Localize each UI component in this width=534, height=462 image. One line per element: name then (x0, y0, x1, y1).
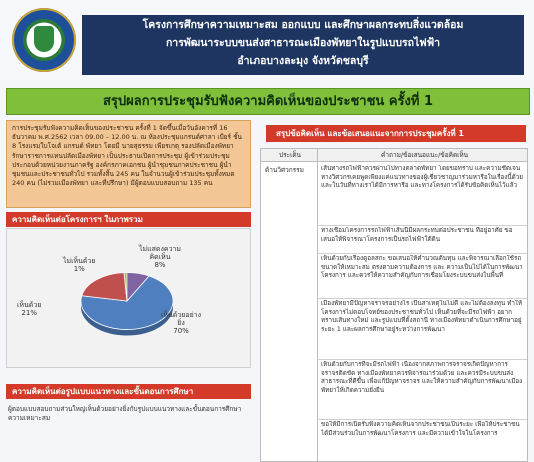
pie-section-title: ความคิดเห็นต่อโครงการฯ ในภาพรวม (6, 212, 251, 227)
pie-chart-box (6, 228, 251, 368)
row-divider (317, 253, 528, 254)
comment-row: ขอให้มีการเปิดรับฟังความคิดเห็นจากประชาชนเป็นระยะ เพื่อให้ประชาชนได้มีส่วนร่วมในการพัฒนาโครงการ และมีความเข้าใจในโครงการ (321, 421, 520, 437)
opinion-section-title: ความคิดเห็นต่อรูปแบบแนวทางและขั้นตอนการศึกษา (6, 384, 251, 399)
comment-row: เส้นทางรถไฟฟ้าควรผ่านไปทางตลาดพัทยา โดยขอทราบ และความชัดเจน ทางวิศวกรเคยพูดเพียงแค่แนวทางของผู้เชี่ยวชาญมาร่วมหารือในเรื่องนี้ด้วย และในวันที่ทางเราได้มีการหารือ และทางโครงการได้รับข้อคิดเห็นไว้แล้ว (321, 165, 523, 190)
column-comment: คำถาม/ข้อเสนอแนะ/ข้อคิดเห็น (381, 151, 469, 159)
opinion-text: ผู้ตอบแบบสอบถามส่วนใหญ่เห็นด้วยอย่างยิ่งกับรูปแบบแนวทางและขั้นตอนการศึกษาความเหมาะสม (8, 405, 242, 422)
pie-data-label: ไม่เห็นด้วย 1% (63, 257, 96, 273)
column-issue: ประเด็น (279, 151, 301, 159)
pie-chart (7, 229, 250, 367)
row-divider (317, 419, 528, 420)
pie-data-label: เห็นด้วย 21% (17, 301, 42, 317)
logo-emblem (34, 26, 54, 52)
header (0, 0, 534, 80)
meeting-summary-text: การประชุมรับฟังความคิดเห็นของประชาชน ครั้งที่ 1 จัดขึ้นเมื่อวันอังคารที่ 16 ธันวาคม พ.ศ.2562 เวลา 09.00 – 12.00 น. ณ ห้องประชุมแกรนด์ศาลา เบียร์ ชั้น 8 โรงแรมใบโจเต้ แกรนด์ พัทยา โดยมี นายสุธรรม เพียรเกตุ รองปลัดเมืองพัทยา รักษาราชการแทนปลัดเมืองพัทยา เป็นประธานเปิดการประชุม ผู้เข้าร่วมประชุมประกอบด้วยหน่วยงานภาครัฐ องค์กรภาคเอกชน ผู้นำชุมชนภาคประชาชน ผู้นำชุมชนและประชาชนทั่วไป รวมทั้งสิ้น 245 คน ในจำนวนผู้เข้าร่วมประชุมทั้งหมด 240 คน (ไม่รวมเมืองพัทยา และที่ปรึกษา) มีผู้ตอบแบบสอบถาม 135 คน (6, 120, 251, 208)
pie-data-label: ไม่แสดงความ คิดเห็น 8% (139, 245, 182, 269)
project-title-line-2: การพัฒนาระบบขนส่งสาธารณะเมืองพัทยาในรูปแบบรถไฟฟ้า (165, 37, 441, 49)
project-title-line-3: อำเภอบางละมุง จังหวัดชลบุรี (237, 55, 369, 67)
comments-section-title: สรุปข้อคิดเห็น และข้อเสนอแนะจากการประชุมครั้งที่ 1 (266, 125, 526, 142)
category-engineering: ด้านวิศวกรรม (265, 166, 304, 174)
comments-table-header (261, 149, 527, 162)
meeting-summary-title: สรุปผลการประชุมรับฟังความคิดเห็นของประชาชน ครั้งที่ 1 (6, 88, 530, 115)
column-divider (317, 149, 318, 462)
comment-row: เห็นด้วยกับการที่จะมีรถไฟฟ้า เนื่องจากสภาพการจราจรเกิดปัญหาการจราจรติดขัด ทางเมืองพัทยาควรพิจารณาร่วมด้วย และควรมีระบบขนส่งสาธารณะที่ดีขึ้น เพื่อแก้ปัญหาจราจร และให้ความสำคัญกับการพัฒนาเมืองพัทยาให้เกิดความยั่งยืน (321, 361, 523, 394)
comments-table (260, 148, 528, 462)
row-divider (317, 225, 528, 226)
row-divider (317, 359, 528, 360)
pie-data-label: เห็นด้วยอย่าง ยิ่ง 70% (161, 311, 202, 335)
pie-slice (82, 273, 127, 301)
comment-row: เห็นด้วยกับเรื่องดูอลสกะ ขอเสนอให้คำนวณต้นทุน และพิจารณาเลือกใช้รถขนาดให้เหมาะสม ตรงตามความต้องการ และ ความเป็นไปได้ในการพัฒนาโครงการ และควรให้ความสำคัญกับการเชื่อมโยงระบบขนส่งในพื้นที่ (321, 255, 523, 280)
row-divider (317, 298, 528, 299)
comment-row: เมืองพัทยามีปัญหาจราจรอย่างไร เป็นสาเหตุในไม่ดี และไม่ต้องลงทุน ทำให้โครงการไม่ตอบโจทย์ของประชาชนทั่วไป เห็นด้วยที่จะมีรถไฟฟ้า อยากทราบเส้นทางใหม่ และรูปแบบที่ตั้งสถานี ทางเมืองพัทยาดำเนินการศึกษาอยู่ระยะ 1 และผลการศึกษาอยู่ระหว่างการพัฒนา (321, 300, 523, 333)
pattaya-city-logo (12, 8, 76, 72)
comment-row: ทางเชื่อมโครงการรถไฟฟ้าเส้นนี้มีผลกระทบต่อประชาชน ที่อยู่อาศัย ขอเสนอให้พิจารณาโครงการเป็นรถไฟฟ้าใต้ดิน (321, 227, 513, 243)
project-title-banner (82, 15, 524, 75)
project-title-line-1: โครงการศึกษาความเหมาะสม ออกแบบ และศึกษาผลกระทบสิ่งแวดล้อม (142, 19, 464, 31)
